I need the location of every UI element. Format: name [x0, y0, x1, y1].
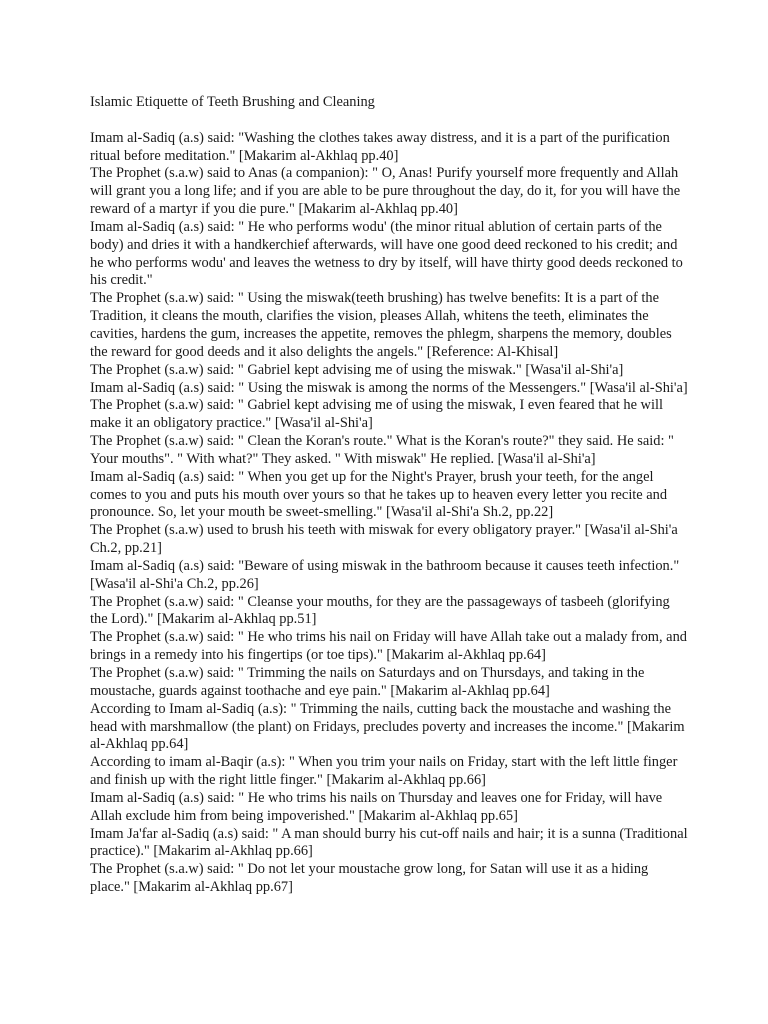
paragraph: The Prophet (s.a.w) said: " Trimming the nails on Saturdays and on Thursdays, and taking in the moustache, guards against toothache and eye pain." [Makarim al-Akhlaq pp.64] [90, 665, 645, 699]
paragraph: Imam Ja'far al-Sadiq (a.s) said: " A man should burry his cut-off nails and hair; it is a sunna (Traditional practice)." [Makarim al-Akhlaq pp.66] [90, 825, 688, 860]
paragraph: Imam al-Sadiq (a.s) said: " He who trims his nails on Thursday and leaves one for Friday, will have Allah exclude him from being impoverished." [Makarim al-Akhlaq pp.65] [90, 789, 663, 824]
paragraph: The Prophet (s.a.w) said: " Cleanse your mouths, for they are the passageways of tasbeeh (glorifying the Lord)." [Makarim al-Akhlaq pp.51] [90, 593, 670, 628]
paragraph: Imam al-Sadiq (a.s) said: " When you get up for the Night's Prayer, brush your teeth, for the angel comes to you and puts his mouth over yours so that he takes up to heaven every letter you recite and pronounce. So, let your mouth be sweet-smelling." [Wasa'il al-Shi'a Sh.2, pp.22] [90, 468, 668, 521]
paragraph: The Prophet (s.a.w) used to brush his teeth with miswak for every obligatory prayer." [Wasa'il al-Shi'a Ch.2, pp.21] [90, 522, 678, 557]
paragraph: The Prophet (s.a.w) said: " Gabriel kept advising me of using the miswak." [Wasa'il al-Shi'a] [90, 361, 624, 378]
document-page [90, 94, 690, 897]
paragraph: The Prophet (s.a.w) said: " Do not let your moustache grow long, for Satan will use it as a hiding place." [Makarim al-Akhlaq pp.67] [90, 861, 649, 896]
paragraph: The Prophet (s.a.w) said: " Gabriel kept advising me of using the miswak, I even feared that he will make it an obligatory practice." [Wasa'il al-Shi'a] [90, 397, 663, 432]
paragraph: The Prophet (s.a.w) said: " He who trims his nail on Friday will have Allah take out a malady from, and brings in a remedy into his fingertips (or toe tips)." [Makarim al-Akhlaq pp.64] [90, 629, 687, 664]
paragraph: According to imam al-Baqir (a.s): " When you trim your nails on Friday, start with the left little finger and finish up with the right little finger." [Makarim al-Akhlaq pp.66] [90, 754, 678, 789]
paragraph: Imam al-Sadiq (a.s) said: "Washing the clothes takes away distress, and it is a part of the purification ritual before meditation." [Makarim al-Akhlaq pp.40] [90, 129, 670, 164]
paragraph: The Prophet (s.a.w) said to Anas (a companion): " O, Anas! Purify yourself more frequently and Allah will grant you a long life; and if you are able to be pure throughout the day, do it, for you will have the reward of a martyr if you die pure." [Makarim al-Akhlaq pp.40] [90, 165, 681, 218]
document-body [90, 130, 690, 897]
paragraph: Imam al-Sadiq (a.s) said: "Beware of using miswak in the bathroom because it causes teeth infection." [Wasa'il al-Shi'a Ch.2, pp.26] [90, 557, 680, 592]
paragraph: Imam al-Sadiq (a.s) said: " Using the miswak is among the norms of the Messengers." [Wasa'il al-Shi'a] [90, 379, 688, 396]
document-title: Islamic Etiquette of Teeth Brushing and Cleaning [90, 94, 375, 110]
paragraph: According to Imam al-Sadiq (a.s): " Trimming the nails, cutting back the moustache and washing the head with marshmallow (the plant) on Fridays, precludes poverty and increases the income." [Makarim al-Akhlaq pp.64] [90, 700, 685, 753]
paragraph: Imam al-Sadiq (a.s) said: " He who performs wodu' (the minor ritual ablution of certain parts of the body) and dries it with a handkerchief afterwards, will have one good deed reckoned to his credit; and he who performs wodu' and leaves the wetness to dry by itself, will have thirty good deeds reckoned to his credit." [90, 218, 683, 289]
paragraph: The Prophet (s.a.w) said: " Clean the Koran's route." What is the Koran's route?" they said. He said: " Your mouths". " With what?" They asked. " With miswak" He replied. [Wasa'il al-Shi'a] [90, 433, 674, 467]
paragraph: The Prophet (s.a.w) said: " Using the miswak(teeth brushing) has twelve benefits: It is a part of the Tradition, it cleans the mouth, clarifies the vision, pleases Allah, whitens the teeth, eliminates the cavities, hardens the gum, increases the appetite, removes the phlegm, sharpens the memory, doubles the reward for good deeds and it also delights the angels." [Reference: Al-Khisal] [90, 290, 672, 360]
